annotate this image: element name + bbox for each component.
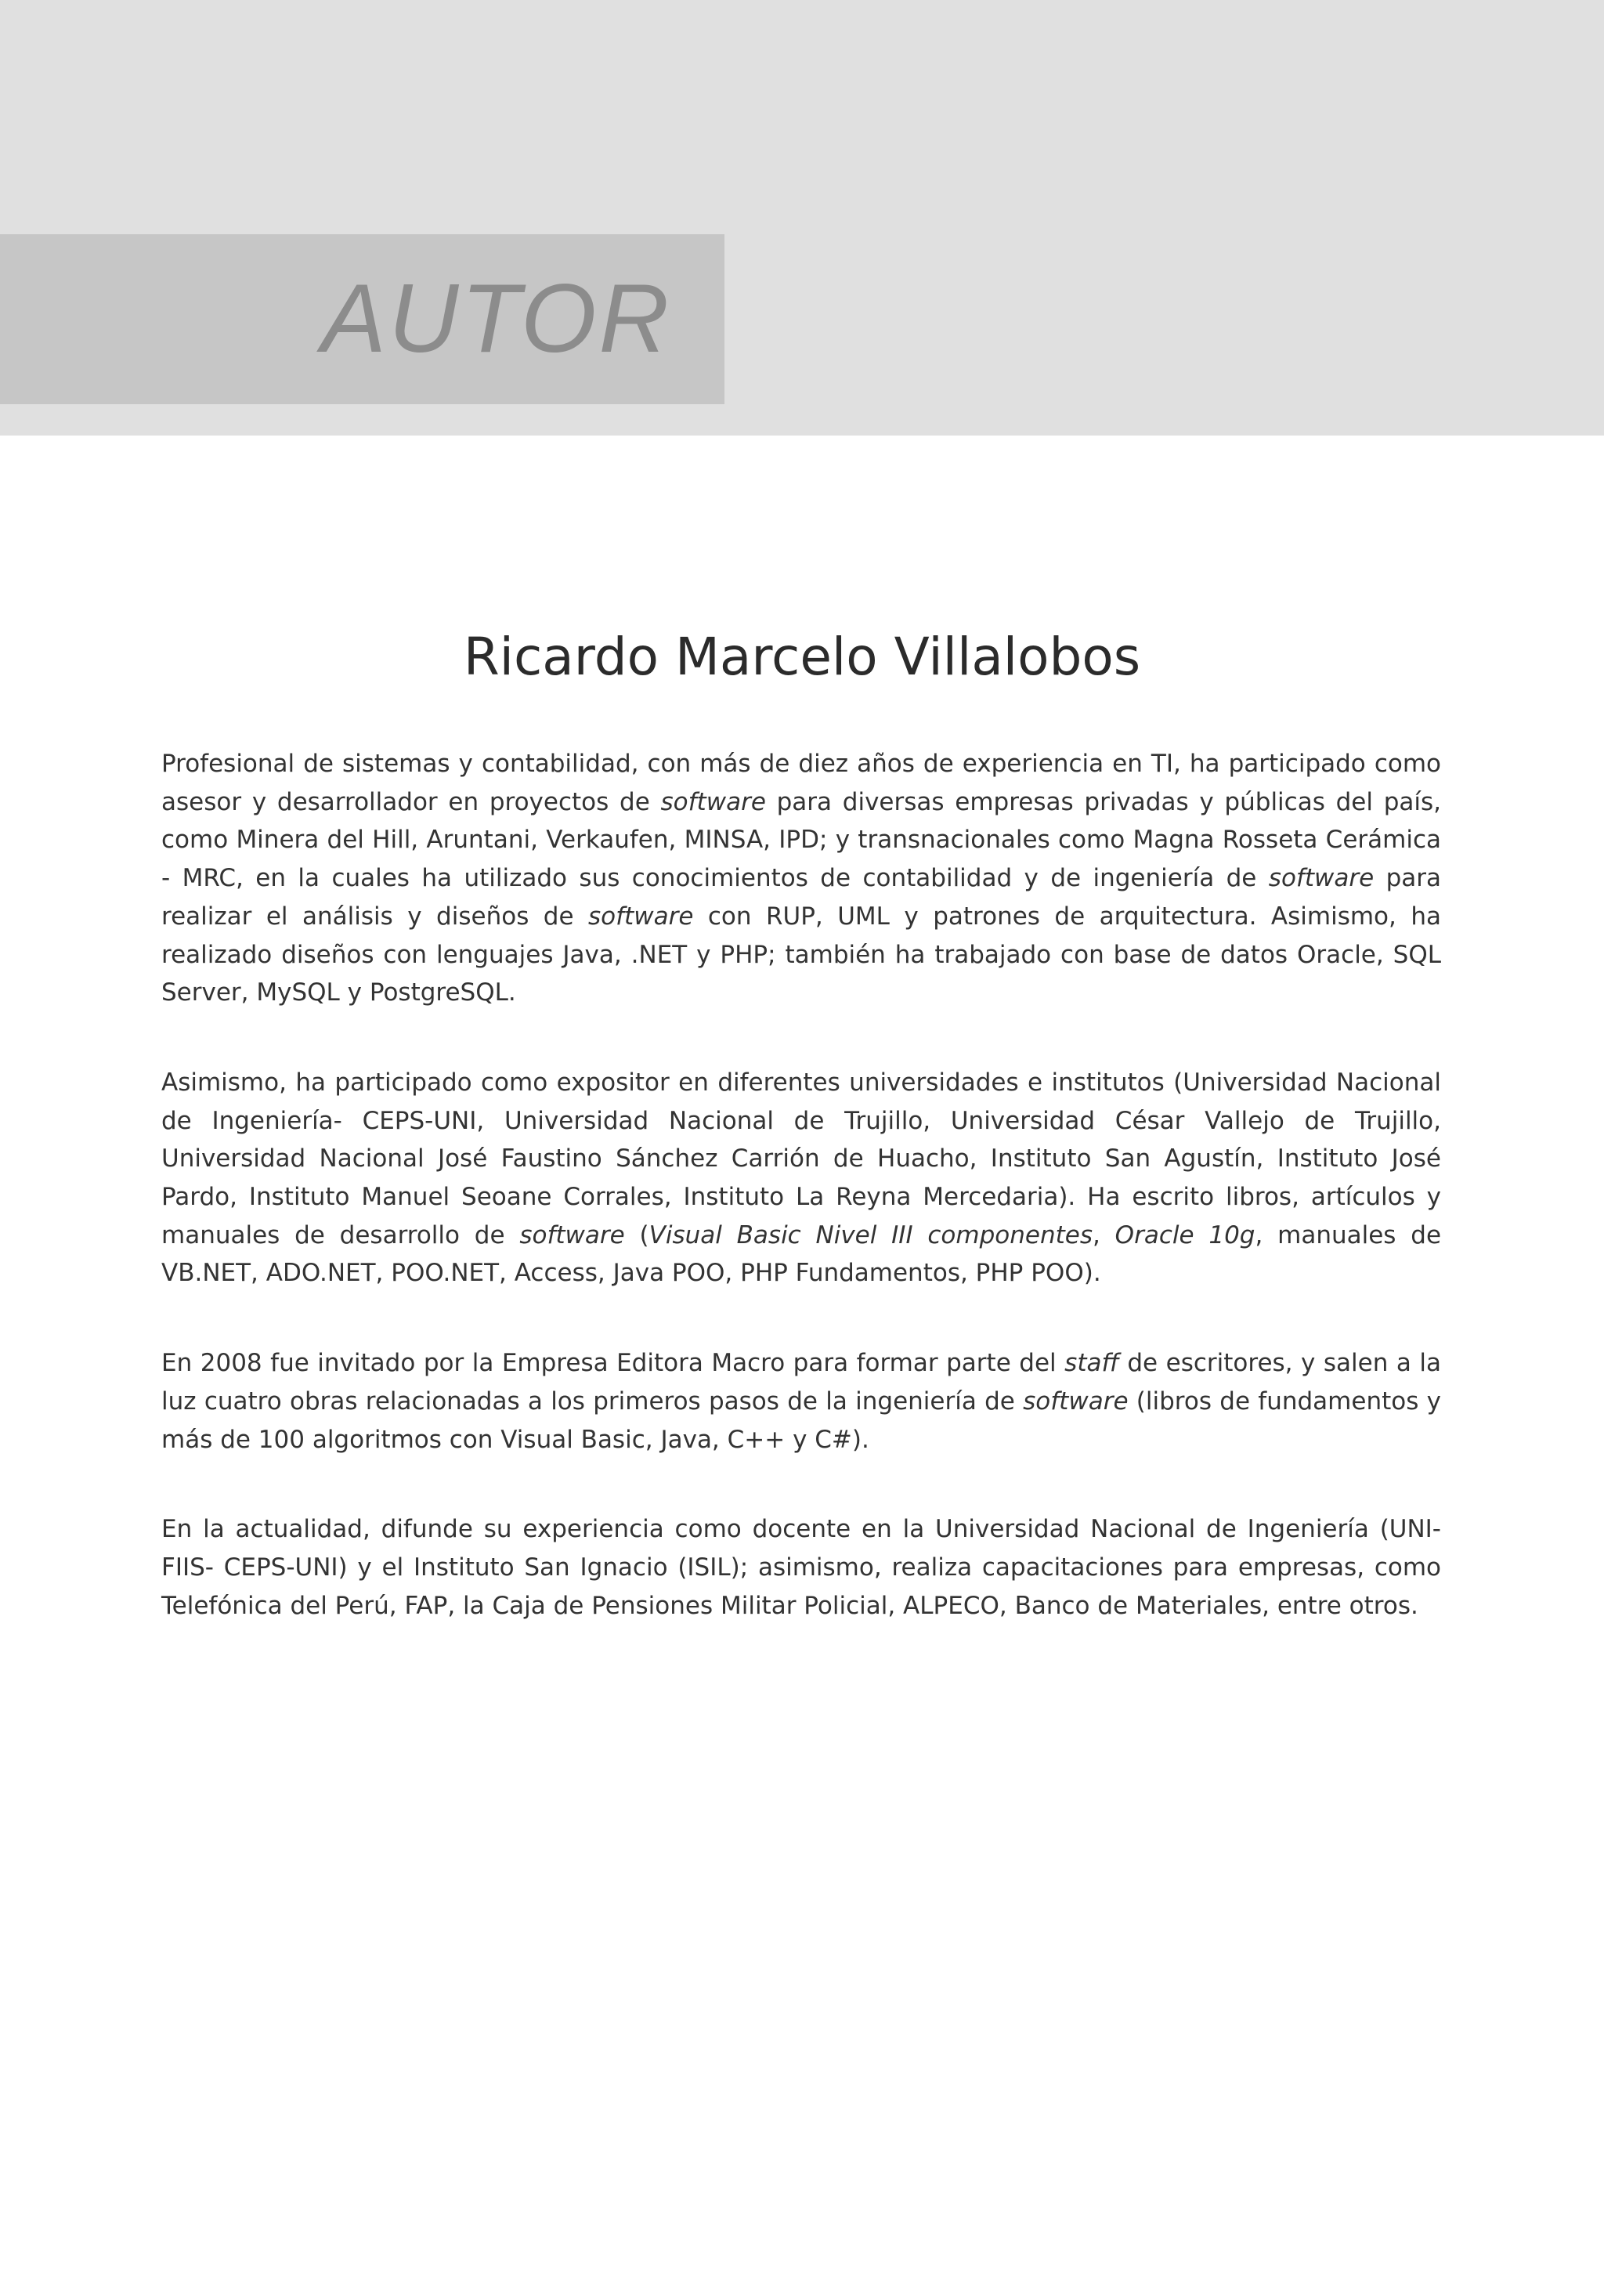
bio-paragraph-4: En la actualidad, difunde su experiencia como docente en la Universidad Nacional de Ingeniería (UNI-FIIS- CEPS-UNI) y el Instituto San Ignacio (ISIL); asimismo, realiza capacitaciones para empresas, como Telefónica del Perú, FAP, la Caja de Pensiones Militar Policial, ALPECO, Banco de Materiales, entre otros. bbox=[161, 1515, 1441, 1620]
bio-italic-term: software bbox=[588, 902, 694, 931]
author-bio bbox=[161, 745, 1441, 1676]
bio-text: de escritores, y salen a la luz cuatro obras relacionadas a los primeros pasos de la ingeniería de bbox=[161, 1349, 1441, 1416]
bio-text: (libros de fundamentos y más de 100 algoritmos con Visual Basic, Java, C++ y C#). bbox=[161, 1387, 1441, 1454]
bio-italic-title: Oracle 10g bbox=[1114, 1220, 1255, 1249]
bio-text: para realizar el análisis y diseños de bbox=[161, 864, 1441, 931]
bio-paragraph-1 bbox=[161, 745, 1441, 1012]
section-title: AUTOR bbox=[321, 265, 671, 373]
bio-paragraph-2 bbox=[161, 1064, 1441, 1293]
bio-text: con RUP, UML y patrones de arquitectura. Asimismo, ha realizado diseños con lenguajes Java, .NET y PHP; también ha trabajado con base de datos Oracle, SQL Server, MySQL y PostgreSQL. bbox=[161, 902, 1441, 1007]
bio-italic-term: software bbox=[660, 787, 766, 816]
bio-text: , bbox=[1093, 1220, 1115, 1249]
header-band bbox=[0, 0, 1604, 436]
bio-text: Profesional de sistemas y contabilidad, con más de diez años de experiencia en TI, ha participado como asesor y desarrollador en proyectos de bbox=[161, 750, 1441, 816]
author-name: Ricardo Marcelo Villalobos bbox=[463, 627, 1141, 687]
bio-text: para diversas empresas privadas y públicas del país, como Minera del Hill, Aruntani, Verkaufen, MINSA, IPD; y transnacionales como Magna Rosseta Cerámica - MRC, en la cuales ha utilizado sus conocimientos de contabilidad y de ingeniería de bbox=[161, 787, 1441, 893]
bio-paragraph-3 bbox=[161, 1344, 1441, 1459]
bio-text: , manuales de VB.NET, ADO.NET, POO.NET, Access, Java POO, PHP Fundamentos, PHP POO). bbox=[161, 1220, 1442, 1288]
bio-text: Asimismo, ha participado como expositor en diferentes universidades e institutos (Universidad Nacional de Ingeniería- CEPS-UNI, Universidad Nacional de Trujillo, Universidad César Vallejo de Trujillo, Universidad Nacional José Faustino Sánchez Carrión de Huacho, Instituto San Agustín, Instituto José Pardo, Instituto Manuel Seoane Corrales, Instituto La Reyna Mercedaria). Ha escrito libros, artículos y manuales de desarrollo de bbox=[161, 1068, 1441, 1249]
bio-italic-title: Visual Basic Nivel III componentes bbox=[648, 1220, 1093, 1249]
bio-italic-term: software bbox=[1268, 864, 1375, 893]
bio-text: ( bbox=[624, 1220, 649, 1249]
bio-italic-term: software bbox=[519, 1220, 625, 1249]
bio-text: En 2008 fue invitado por la Empresa Editora Macro para formar parte del bbox=[161, 1349, 1065, 1378]
section-title-block bbox=[0, 234, 724, 404]
bio-italic-term: software bbox=[1023, 1387, 1129, 1416]
bio-italic-term: staff bbox=[1064, 1349, 1119, 1378]
